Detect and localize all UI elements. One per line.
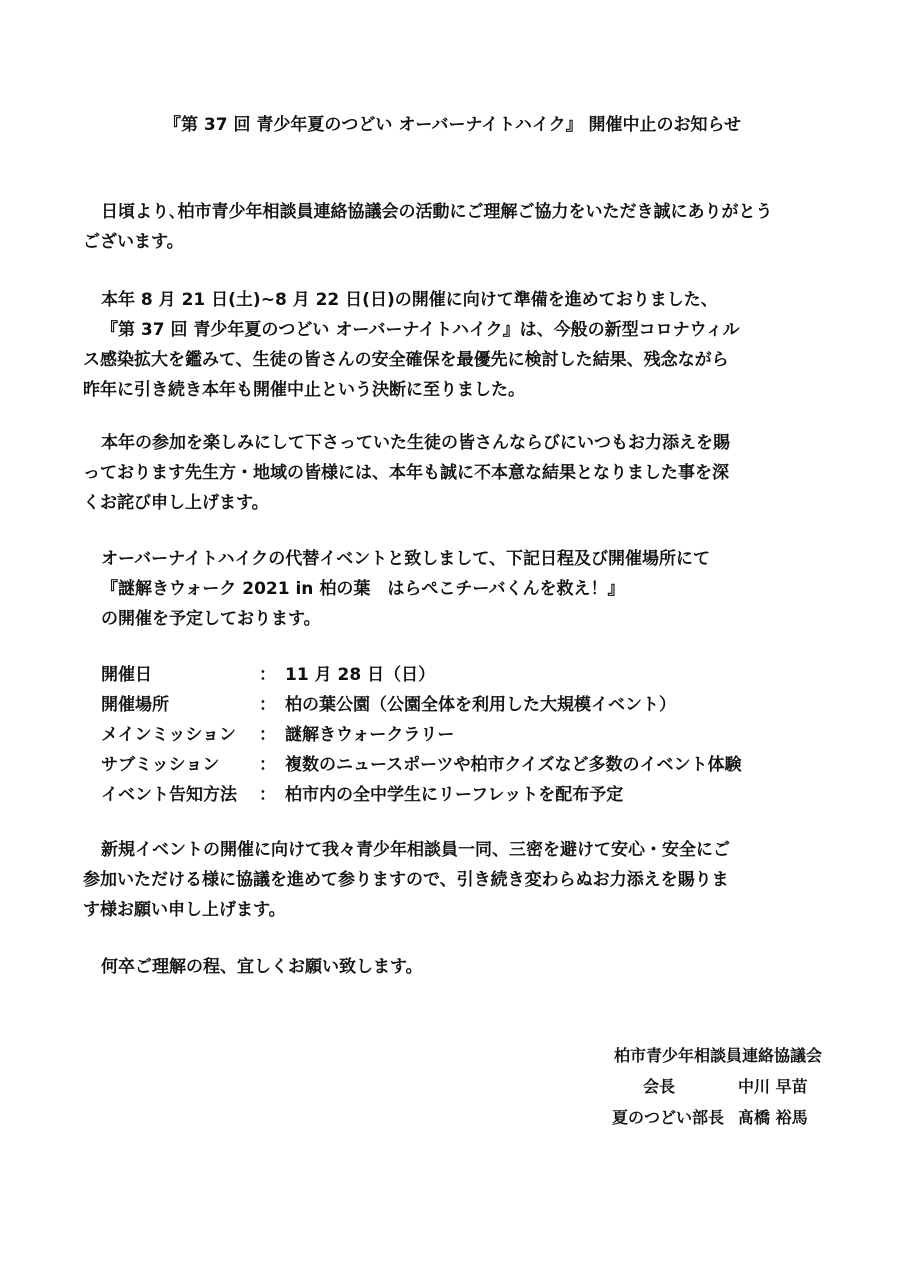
paragraph-line: の開催を予定しております。	[101, 609, 321, 629]
paragraph-alternative-event	[83, 544, 823, 634]
paragraph-line: っております先生方・地域の皆様には、本年も誠に不本意な結果となりました事を深	[83, 463, 729, 483]
signature-block	[612, 1040, 822, 1133]
paragraph-cancellation	[83, 285, 823, 405]
signature-name: 中川 早苗	[738, 1077, 808, 1096]
detail-label: メインミッション	[101, 725, 236, 745]
detail-label: 開催日	[101, 665, 152, 685]
paragraph-line: 新規イベントの開催に向けて我々青少年相談員一同、三密を避けて安心・安全にご	[101, 840, 730, 860]
detail-row-date	[101, 660, 821, 690]
signature-president-row	[612, 1071, 822, 1102]
paragraph-line: 昨年に引き続き本年も開催中止という決断に至りました。	[83, 380, 525, 400]
signature-director-row	[612, 1102, 822, 1133]
paragraph-line: す様お願い申し上げます。	[83, 900, 286, 920]
detail-row-announcement	[101, 780, 821, 810]
detail-colon: ：	[259, 725, 276, 745]
paragraph-closing	[83, 952, 823, 982]
event-details	[101, 660, 821, 810]
paragraph-line: 参加いただける様に協議を進めて参りますので、引き続き変わらぬお力添えを賜りま	[83, 870, 729, 890]
paragraph-line: 『謎解きウォーク 2021 in 柏の葉 はらぺこチーバくんを救え！』	[101, 579, 625, 599]
detail-row-sub-mission	[101, 750, 821, 780]
paragraph-new-event	[83, 835, 823, 925]
detail-colon: ：	[259, 785, 276, 805]
signature-role: 夏のつどい部長	[611, 1108, 724, 1127]
detail-row-venue	[101, 690, 821, 720]
paragraph-line: オーバーナイトハイクの代替イベントと致しまして、下記日程及び開催場所にて	[101, 549, 710, 569]
paragraph-line: 何卒ご理解の程、宜しくお願い致します。	[101, 957, 423, 977]
detail-value: 11 月 28 日（日）	[285, 665, 436, 685]
paragraph-line: くお詫び申し上げます。	[83, 493, 269, 513]
detail-colon: ：	[259, 665, 276, 685]
detail-label: サブミッション	[101, 755, 220, 775]
detail-label: イベント告知方法	[101, 785, 237, 805]
detail-value: 柏の葉公園（公園全体を利用した大規模イベント）	[285, 695, 676, 715]
paragraph-line: 『第 37 回 青少年夏のつどい オーバーナイトハイク』は、今般の新型コロナウィル	[101, 320, 740, 340]
paragraph-greeting	[83, 197, 823, 257]
paragraph-line: ス感染拡大を鑑みて、生徒の皆さんの安全確保を最優先に検討した結果、残念ながら	[83, 350, 729, 370]
detail-label: 開催場所	[101, 695, 169, 715]
signature-name: 髙橋 裕馬	[738, 1108, 808, 1127]
signature-organization-row	[612, 1040, 822, 1071]
detail-colon: ：	[259, 695, 276, 715]
paragraph-line: 本年 8 月 21 日(土)~8 月 22 日(日)の開催に向けて準備を進めておりました、	[101, 290, 718, 310]
signature-role: 会長	[643, 1077, 676, 1096]
paragraph-line: ございます。	[83, 232, 184, 252]
detail-row-main-mission	[101, 720, 821, 750]
detail-colon: ：	[259, 755, 276, 775]
detail-value: 柏市内の全中学生にリーフレットを配布予定	[285, 785, 624, 805]
detail-value: 複数のニュースポーツや柏市クイズなど多数のイベント体験	[285, 755, 742, 775]
paragraph-apology	[83, 428, 823, 518]
signature-organization: 柏市青少年相談員連絡協議会	[613, 1046, 822, 1065]
paragraph-line: 日頃より､柏市青少年相談員連絡協議会の活動にご理解ご協力をいただき誠にありがとう	[101, 202, 773, 222]
page-title: 『第 37 回 青少年夏のつどい オーバーナイトハイク』 開催中止のお知らせ	[163, 115, 742, 135]
detail-value: 謎解きウォークラリー	[285, 725, 455, 745]
paragraph-line: 本年の参加を楽しみにして下さっていた生徒の皆さんならびにいつもお力添えを賜	[101, 433, 730, 453]
